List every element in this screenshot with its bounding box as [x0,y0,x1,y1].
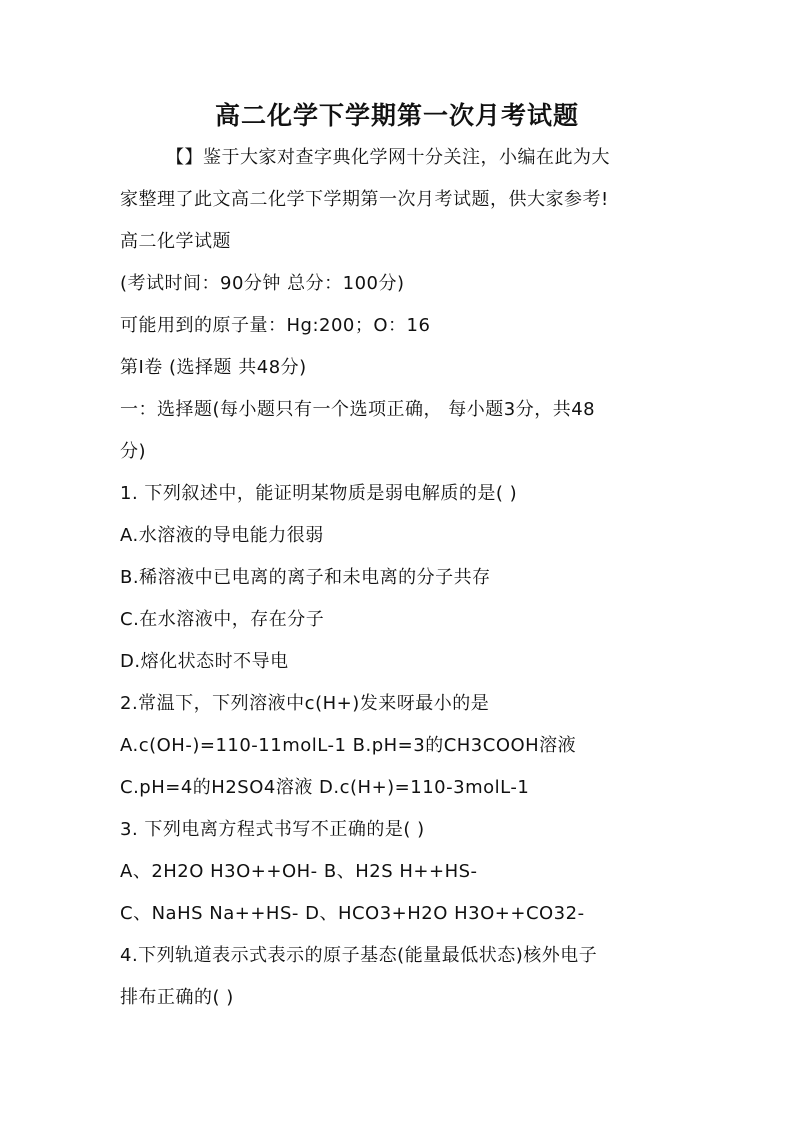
intro-line-1: 【】鉴于大家对查字典化学网十分关注，小编在此为大 [166,147,610,168]
question-2-stem: 2.常温下，下列溶液中c(H+)发来呀最小的是 [120,693,490,714]
question-1-option-b: B.稀溶液中已电离的离子和未电离的分子共存 [120,567,491,588]
section-heading: 第Ⅰ卷 (选择题 共48分) [120,357,307,378]
exam-time-info: (考试时间：90分钟 总分：100分) [120,273,405,294]
question-2-options-cd: C.pH=4的H2SO4溶液 D.c(H+)=110-3molL-1 [120,777,530,798]
exam-heading: 高二化学试题 [120,231,231,252]
question-2-options-ab: A.c(OH-)=110-11molL-1 B.pH=3的CH3COOH溶液 [120,735,577,756]
question-3-stem: 3. 下列电离方程式书写不正确的是( ) [120,819,425,840]
question-1-option-a: A.水溶液的导电能力很弱 [120,525,324,546]
question-4-stem-line-2: 排布正确的( ) [120,987,234,1008]
question-3-options-ab: A、2H2O H3O++OH- B、H2S H++HS- [120,861,478,882]
question-3-options-cd: C、NaHS Na++HS- D、HCO3+H2O H3O++CO32- [120,903,585,924]
part-instructions-line-2: 分) [120,441,147,462]
atomic-mass-info: 可能用到的原子量：Hg:200；O：16 [120,315,431,336]
question-1-stem: 1. 下列叙述中，能证明某物质是弱电解质的是( ) [120,483,518,504]
question-1-option-d: D.熔化状态时不导电 [120,651,289,672]
intro-line-2: 家整理了此文高二化学下学期第一次月考试题，供大家参考! [120,189,609,210]
question-1-option-c: C.在水溶液中，存在分子 [120,609,325,630]
document-title: 高二化学下学期第一次月考试题 [214,101,579,130]
part-instructions-line-1: 一：选择题(每小题只有一个选项正确， 每小题3分，共48 [120,399,596,420]
question-4-stem-line-1: 4.下列轨道表示式表示的原子基态(能量最低状态)核外电子 [120,945,598,966]
